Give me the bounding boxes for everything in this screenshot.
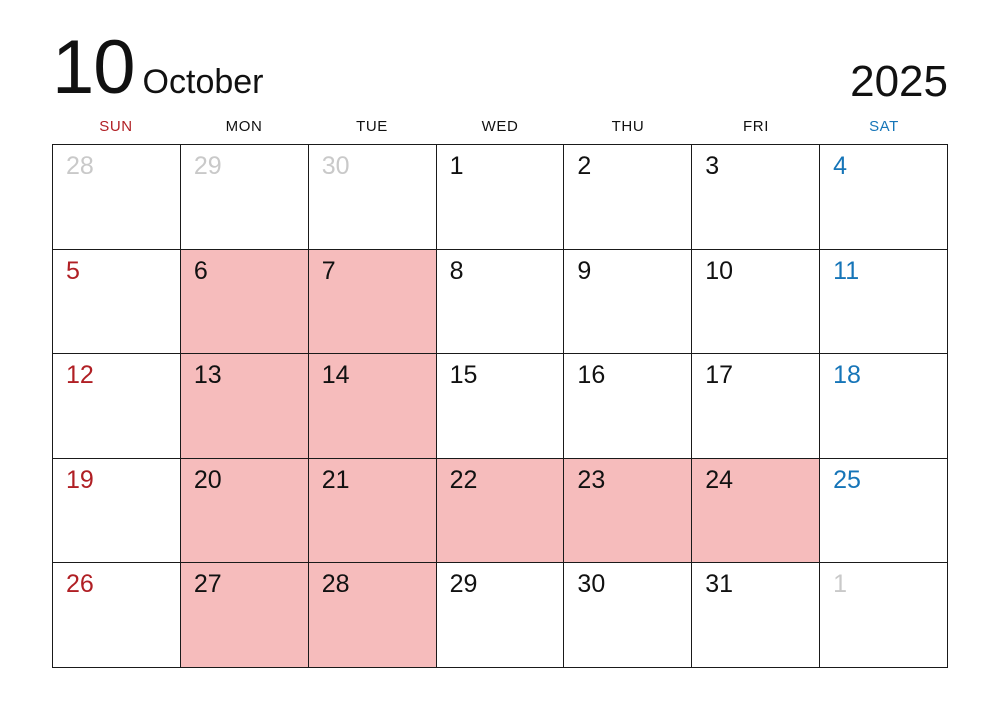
day-cell[interactable] <box>437 459 565 564</box>
day-cell[interactable] <box>564 459 692 564</box>
day-number: 1 <box>449 152 464 180</box>
day-cell[interactable] <box>692 459 820 564</box>
day-cell[interactable] <box>53 145 181 250</box>
month-number: 10 <box>52 25 135 110</box>
day-cell[interactable] <box>692 145 820 250</box>
day-number: 14 <box>321 361 350 390</box>
day-number: 28 <box>321 570 350 599</box>
day-cell[interactable] <box>437 145 565 250</box>
day-number: 11 <box>833 256 860 285</box>
day-number: 28 <box>66 152 94 180</box>
day-number: 30 <box>321 152 350 180</box>
day-number: 15 <box>449 361 478 390</box>
day-number: 18 <box>833 361 861 390</box>
day-cell[interactable] <box>437 354 565 459</box>
weekday-label-tue: TUE <box>356 118 388 135</box>
day-cell[interactable] <box>309 145 437 250</box>
day-number: 29 <box>193 152 222 180</box>
day-cell[interactable] <box>820 459 948 564</box>
month-name: October <box>142 63 264 101</box>
day-cell[interactable] <box>437 563 565 668</box>
day-number: 30 <box>577 570 606 599</box>
day-cell[interactable] <box>692 354 820 459</box>
day-number: 29 <box>449 570 478 599</box>
day-cell[interactable] <box>820 354 948 459</box>
day-number: 25 <box>833 465 861 494</box>
day-number: 10 <box>705 256 734 285</box>
calendar-grid <box>52 144 948 668</box>
day-cell[interactable] <box>181 354 309 459</box>
day-number: 4 <box>833 152 848 180</box>
day-cell[interactable] <box>309 459 437 564</box>
day-cell[interactable] <box>181 145 309 250</box>
day-number: 27 <box>193 570 222 599</box>
day-number: 16 <box>577 361 606 390</box>
weekday-header-row <box>52 118 948 135</box>
day-number: 1 <box>833 570 848 599</box>
day-cell[interactable] <box>181 250 309 355</box>
day-number: 7 <box>321 256 336 285</box>
day-number: 19 <box>66 465 94 494</box>
day-number: 21 <box>321 465 350 494</box>
day-number: 6 <box>193 256 208 285</box>
day-cell[interactable] <box>181 459 309 564</box>
day-number: 23 <box>577 465 606 494</box>
day-cell[interactable] <box>692 250 820 355</box>
calendar-header <box>52 14 948 110</box>
day-number: 20 <box>193 465 222 494</box>
day-number: 12 <box>66 361 94 390</box>
day-cell[interactable] <box>564 145 692 250</box>
day-number: 8 <box>449 256 464 285</box>
month-title <box>52 25 264 110</box>
day-cell[interactable] <box>820 145 948 250</box>
weekday-label-mon: MON <box>225 118 263 135</box>
day-cell[interactable] <box>309 354 437 459</box>
day-cell[interactable] <box>53 459 181 564</box>
day-number: 24 <box>705 465 734 494</box>
day-cell[interactable] <box>564 563 692 668</box>
day-number: 5 <box>66 256 80 285</box>
weekday-label-thu: THU <box>611 118 645 135</box>
day-cell[interactable] <box>437 250 565 355</box>
day-cell[interactable] <box>53 563 181 668</box>
day-cell[interactable] <box>309 250 437 355</box>
day-number: 2 <box>577 152 592 180</box>
day-cell[interactable] <box>820 250 948 355</box>
day-cell[interactable] <box>692 563 820 668</box>
day-cell[interactable] <box>820 563 948 668</box>
day-cell[interactable] <box>309 563 437 668</box>
day-number: 17 <box>705 361 734 390</box>
weekday-label-sun: SUN <box>99 118 133 135</box>
weekday-label-wed: WED <box>481 118 519 135</box>
weekday-label-fri: FRI <box>743 118 769 135</box>
weekday-label-sat: SAT <box>869 118 899 135</box>
day-number: 31 <box>705 570 734 599</box>
day-cell[interactable] <box>53 250 181 355</box>
day-cell[interactable] <box>564 250 692 355</box>
day-number: 26 <box>66 570 94 599</box>
day-number: 22 <box>449 465 478 494</box>
day-cell[interactable] <box>564 354 692 459</box>
day-number: 9 <box>577 256 592 285</box>
day-number: 3 <box>705 152 720 180</box>
year-label: 2025 <box>850 57 948 106</box>
day-cell[interactable] <box>181 563 309 668</box>
day-number: 13 <box>193 361 222 390</box>
day-cell[interactable] <box>53 354 181 459</box>
